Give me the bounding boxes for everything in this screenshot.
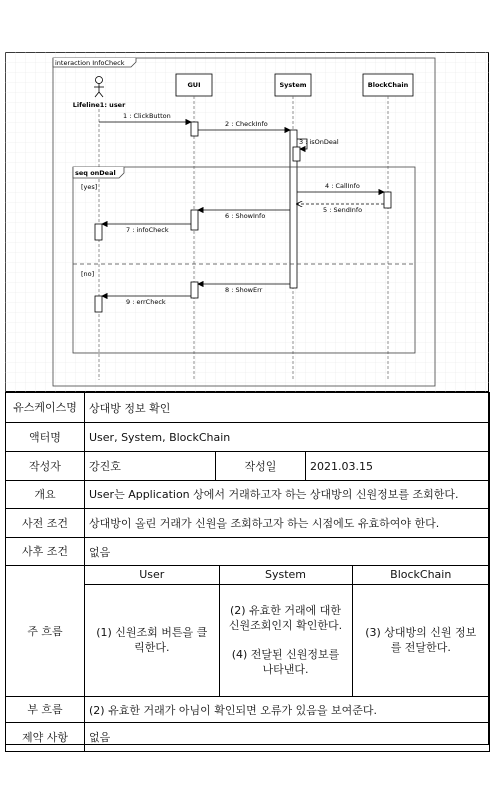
message-3-label: 3 : isOnDeal [299,138,339,146]
activation-gui-1 [191,122,198,136]
flow-col-user: User [85,566,219,584]
postcondition-value: 없음 [85,538,490,566]
row-precondition [6,509,490,538]
message-1-label: 1 : ClickButton [123,112,171,120]
activation-user-1 [95,224,102,240]
activation-user-2 [95,296,102,312]
usecase-table [5,392,490,752]
usecase-name-label: 유스케이스명 [6,393,85,423]
precondition-value: 상대방이 올린 거래가 신원을 조회하고자 하는 시점에도 유효하여야 한다. [85,509,490,538]
message-8-label: 8 : ShowErr [225,286,263,294]
fragment-label: seq onDeal [75,169,116,177]
flow-blockchain-step: (3) 상대방의 신원 정보를 전달한다. [352,584,489,696]
flow-col-blockchain: BlockChain [352,566,489,584]
sequence-diagram-panel [5,52,489,392]
overview-value: User는 Application 상에서 거래하고자 하는 상대방의 신원정보를 조회한다. [85,481,490,509]
row-postcondition [6,538,490,566]
interaction-frame-label: interaction InfoCheck [55,59,125,67]
row-constraints [6,723,490,752]
flow-system-step-2: (2) 유효한 거래에 대한 신원조회인지 확인한다. [228,604,343,633]
row-usecase-name [6,393,490,423]
message-5-label: 5 : SendInfo [323,206,363,214]
activation-gui-2 [191,210,198,230]
row-author [6,452,490,481]
main-flow-table [85,566,489,696]
flow-user-step: (1) 신원조회 버튼을 클릭한다. [85,584,219,696]
alt-flow-label: 부 흐름 [6,697,85,723]
postcondition-label: 사후 조건 [6,538,85,566]
precondition-label: 사전 조건 [6,509,85,538]
row-overview [6,481,490,509]
overview-label: 개요 [6,481,85,509]
lifeline-gui-label: GUI [187,81,201,89]
alt-flow-value: (2) 유효한 거래가 아님이 확인되면 오류가 있음을 보여준다. [85,697,490,723]
activation-system-self [293,147,300,161]
main-flow-cell [85,566,490,697]
message-6-label: 6 : ShowInfo [225,212,266,220]
activation-blockchain [384,192,391,208]
date-value: 2021.03.15 [306,452,490,481]
constraints-label: 제약 사항 [6,723,85,752]
lifeline-blockchain-label: BlockChain [367,81,409,89]
guard-no: [no] [81,270,95,278]
constraints-value: 없음 [85,723,490,752]
date-label: 작성일 [216,452,306,481]
message-4-label: 4 : CallInfo [325,182,360,190]
lifeline-user-label: Lifeline1: user [72,101,126,109]
actor-label: 액터명 [6,423,85,452]
message-2-label: 2 : CheckInfo [225,120,268,128]
row-main-flow [6,566,490,697]
actor-value: User, System, BlockChain [85,423,490,452]
message-7-label: 7 : infoCheck [126,226,169,234]
message-9-label: 9 : errCheck [126,298,166,306]
author-label: 작성자 [6,452,85,481]
row-actor [6,423,490,452]
usecase-name-value: 상대방 정보 확인 [85,393,490,423]
flow-system-steps [219,584,352,696]
lifeline-system-label: System [279,81,307,89]
activation-gui-3 [191,282,198,298]
main-flow-label: 주 흐름 [6,566,85,697]
flow-system-step-4: (4) 전달된 신원정보를 나타낸다. [231,648,340,677]
sequence-diagram [5,52,489,392]
flow-col-system: System [219,566,352,584]
author-value: 강진호 [85,452,216,481]
guard-yes: [yes] [81,183,98,191]
row-alt-flow [6,697,490,723]
